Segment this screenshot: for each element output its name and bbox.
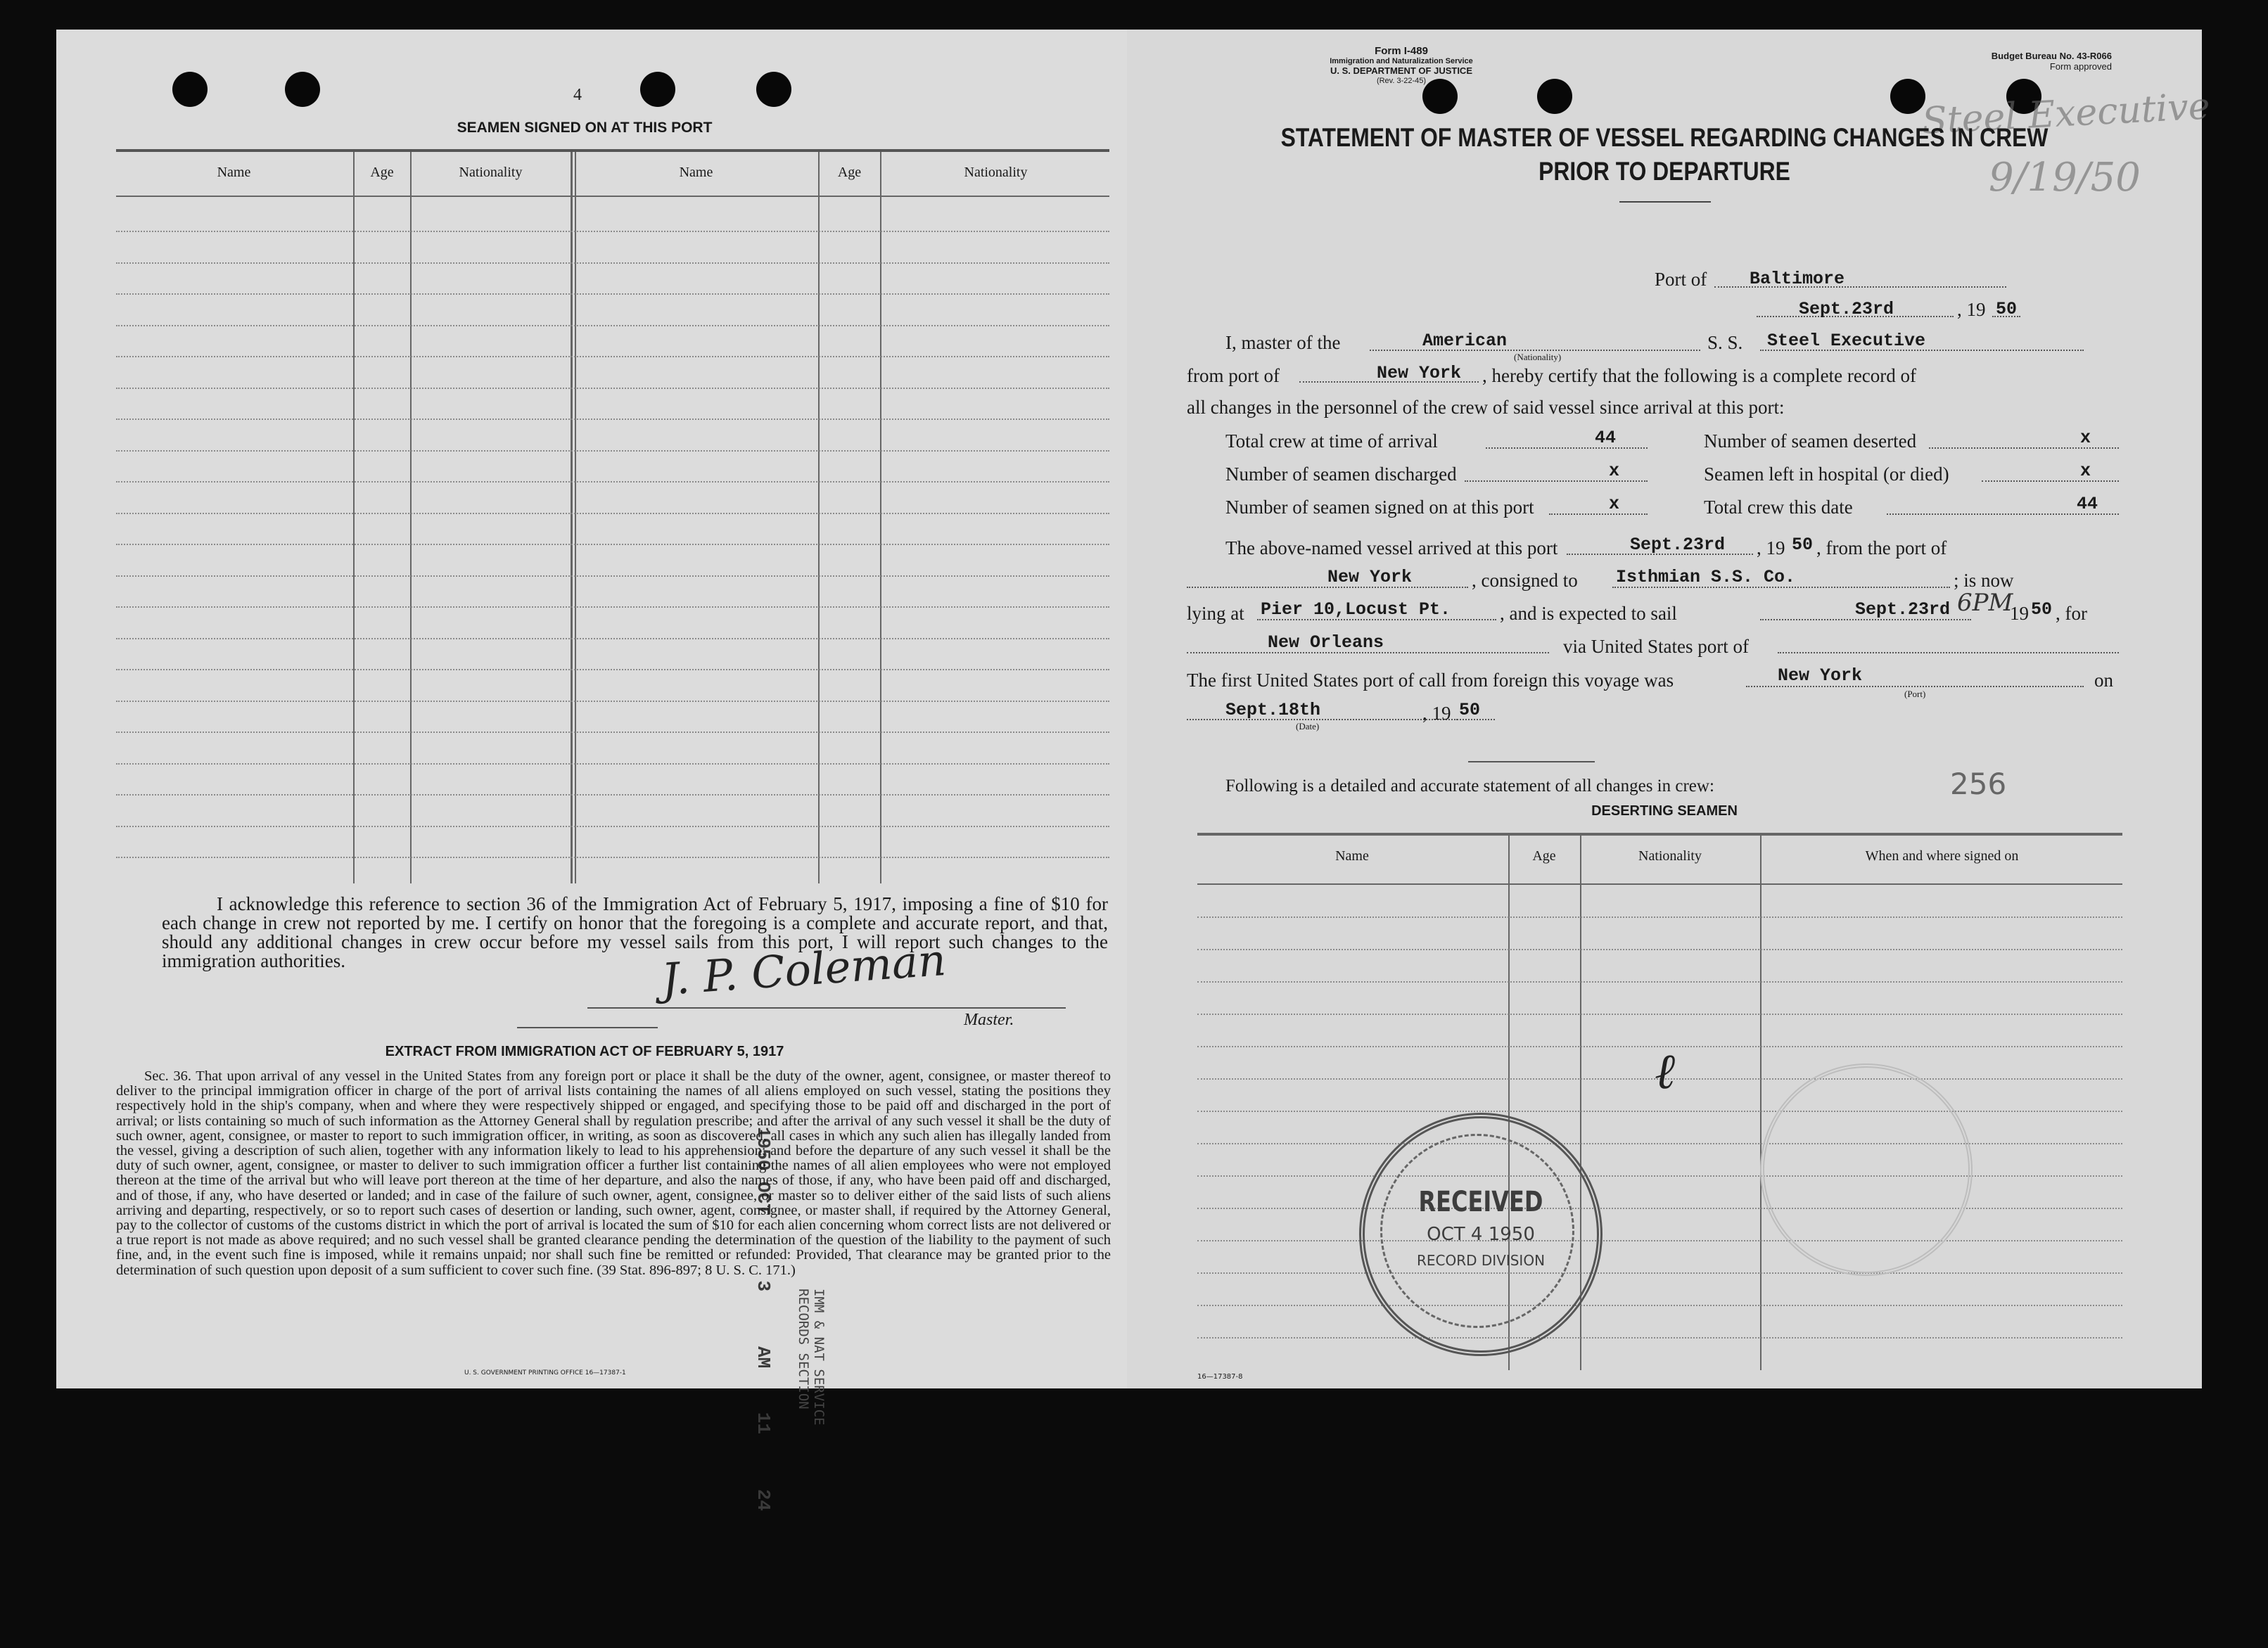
port-label: Port of — [1655, 269, 1707, 290]
table-row-line — [116, 293, 1109, 295]
from-port-label: from port of — [1187, 365, 1280, 386]
arrived-from: New York — [1327, 567, 1413, 587]
table-row-line — [116, 262, 1109, 264]
page-number: 4 — [573, 86, 582, 104]
form-approved: Form approved — [2049, 61, 2112, 72]
stat-label: Total crew at time of arrival — [1225, 430, 1438, 452]
stat-value: x — [1609, 461, 1620, 481]
handwritten-date-note: 9/19/50 — [1989, 155, 2141, 200]
punch-hole — [1890, 79, 1925, 114]
stamp-division: RECORD DIVISION — [1416, 1252, 1546, 1269]
budget-bureau — [1901, 51, 2112, 72]
stat-label: Number of seamen discharged — [1225, 464, 1457, 485]
stat-value: x — [2080, 428, 2091, 448]
from-port-value: New York — [1377, 363, 1462, 383]
title-line: PRIOR TO DEPARTURE — [1538, 157, 1790, 186]
stat-label: Seamen left in hospital (or died) — [1704, 464, 1949, 485]
title-line: STATEMENT OF MASTER OF VESSEL REGARDING CHANGES IN CREW — [1280, 123, 2049, 152]
stamp-text: AM — [753, 1346, 774, 1369]
stat-value: 44 — [2077, 494, 2098, 514]
printer-line: U. S. GOVERNMENT PRINTING OFFICE 16—17387-1 — [464, 1369, 626, 1376]
table-row-line — [1197, 1014, 2122, 1016]
table-row-line — [116, 857, 1109, 859]
stat-label: Number of seamen signed on at this port — [1225, 497, 1534, 518]
year-prefix: 19 — [1966, 299, 1986, 320]
form-title — [1202, 121, 2127, 189]
first-year: 50 — [1459, 700, 1481, 720]
extract-text: Sec. 36. That upon arrival of any vessel in the United States from any foreign port or place it shall be the duty of the owner, agent, consignee, or master thereof to deliver to the principal immigration officer in charge of the port of arrival lists containing the names of all aliens employed on such vessel, stating the positions they respectively hold in the ship's company, when and where they were respectively shipped or engaged, and specifying those to be paid off and discharged in the port of arrival; or lists containing so much of such information as the Attorney General shall by regulation prescribe; and after the arrival of any such vessel it shall be the duty of such owner, agent, consignee, or master to report to such immigration officer, in writing, as soon as discovered, all cases in which any such alien has illegally landed from the vessel, giving a description of such alien, together with any information likely to lead to his apprehension; and before the departure of any such vessel it shall be the duty of such owner, agent, consignee, or master to deliver to such immigration officer a further list containing the names of all alien employees who were not employed thereon at the time of the arrival but who will leave port thereon at the time of her departure, and also the names of those, if any, who have been paid off and discharged, and of those, if any, who have deserted or landed; and in case of the failure of such owner, agent, consignee, or master so to deliver either of the said lists of such aliens arriving and departing, respectively, or so to report such cases of desertion or landing, such owner, agent, consignee, or master shall, if required by the Attorney General, pay to the collector of customs of the customs district in which the port of arrival is located the sum of $10 for each alien concerning whom correct lists are not delivered or a true report is not made as above required; and no such vessel shall be granted clearance pending the determination of the question of the liability to the payment of such fine, and, in the event such fine is imposed, while it remains unpaid; nor shall such fine be remitted or refunded: Provided, That clearance may be granted prior to the determination of such question upon deposit of a sum sufficient to cover such fine. (39 Stat. 896-897; 8 U. S. C. 171.) — [116, 1068, 1111, 1278]
table-row-line — [116, 669, 1109, 671]
right-page: Form I-489 Immigration and Naturalization Service U. S. DEPARTMENT OF JUSTICE (Rev. 3-22-45) Budget Bureau No. 43-R066 Form approved Steel Executive 9/19/50 STATEMENT OF MASTER OF VESSEL REGARDING CHANGES IN CREW PRIOR TO DEPARTURE Port of Baltimore Sept.23rd , 19 50 I, master of the American (Nationality) S. S. Steel Executive from port of New York , hereby certify that the following is a complete record of all changes in the personnel of the crew of said vessel since arrival at this port: Total crew at time of arrival 44 Number of seamen discharged x Number of seamen signed on at this port x Number of seamen deserted x Seamen left in hospital (or died) x Total crew this date 44 The above-named vessel arrived at this port Sept.23rd , 19 50 , from the port of New York , consigned to Isthmian S.S. Co. ; is now lying at Pier 10,Locust Pt. , and is expected to sail Sept.23rd 6PM 19 50 , for New Orleans via United States port of The first United States port of call from foreign this voyage was New York (Port) on Sept.18th (Date) , 19 50 Following is a detailed and accurate statement of all changes in crew: 256 DESERTING SEAMEN Name Age Nationality When and where signed on ℓ RECEIVED OCT 4 1950 RECORD DIVISION 16—17387-8 — [1127, 30, 2202, 1388]
punch-hole — [285, 72, 320, 107]
table-row-line — [1197, 916, 2122, 919]
column-header: Age — [370, 165, 394, 180]
received-stamp — [1359, 1113, 1603, 1356]
table-row-line — [116, 231, 1109, 233]
handwritten-ship-note: Steel Executive — [1920, 85, 2211, 143]
column-header: Age — [837, 165, 862, 180]
left-page — [56, 30, 1127, 1512]
table-row-line — [1197, 1272, 2122, 1275]
stat-value: 44 — [1595, 428, 1617, 448]
department-name: U. S. DEPARTMENT OF JUSTICE — [1330, 65, 1472, 76]
first-port-label: The first United States port of call from foreign this voyage was — [1187, 670, 1674, 691]
consigned-label: , consigned to — [1472, 570, 1578, 591]
deserting-table — [1197, 833, 2122, 1370]
table-row-line — [1197, 1111, 2122, 1113]
table-row-line — [116, 513, 1109, 515]
table-row-line — [116, 544, 1109, 546]
table-row-line — [1197, 1143, 2122, 1145]
signed-on-table — [116, 149, 1109, 883]
nationality-value: American — [1422, 331, 1508, 351]
extract-title: EXTRACT FROM IMMIGRATION ACT OF FEBRUARY 5, 1917 — [385, 1044, 784, 1059]
punch-hole — [640, 72, 675, 107]
expected-label: , and is expected to sail — [1500, 603, 1677, 624]
consignee: Isthmian S.S. Co. — [1616, 567, 1796, 587]
table-row-line — [1197, 1337, 2122, 1339]
punch-hole — [172, 72, 208, 107]
stamp-received: RECEIVED — [1418, 1186, 1543, 1218]
stat-value: x — [2080, 461, 2091, 481]
deserting-title: DESERTING SEAMEN — [1591, 803, 1738, 819]
statement-year: 50 — [1996, 299, 2018, 319]
master-of-label: I, master of the — [1225, 332, 1341, 353]
column-header: Nationality — [964, 165, 1028, 180]
faint-stamp — [1760, 1063, 1973, 1276]
table-row-line — [116, 481, 1109, 483]
acknowledgement-text: I acknowledge this reference to section 36 of the Immigration Act of February 5, 1917, imposing a fine of $10 for each change in crew not reported by me. I certify on honor that the foregoing is a complete and accurate report, and that, should any additional changes in crew occur before my vessel sails from this port, I will report such changes to the immigration authorities. — [162, 893, 1108, 971]
form-number: Form I-489 — [1375, 45, 1428, 57]
column-header: Name — [217, 165, 251, 180]
table-row-line — [116, 794, 1109, 796]
revision: (Rev. 3-22-45) — [1376, 77, 1427, 85]
stamp-text: 3 — [753, 1280, 774, 1292]
table-row-line — [116, 325, 1109, 327]
table-row-line — [1197, 981, 2122, 983]
table-row-line — [116, 638, 1109, 640]
column-header: Name — [1335, 848, 1369, 864]
budget-number: Budget Bureau No. 43-R066 — [1991, 51, 2112, 61]
form-header — [1232, 46, 1570, 86]
first-date: Sept.18th — [1225, 700, 1321, 720]
column-header: Name — [679, 165, 713, 180]
master-label: Master. — [964, 1011, 1014, 1029]
certify-text: all changes in the personnel of the crew of said vessel since arrival at this port: — [1187, 397, 1785, 418]
statement-date: Sept.23rd — [1799, 299, 1894, 319]
destination: New Orleans — [1268, 632, 1384, 653]
column-header: When and where signed on — [1865, 848, 2019, 864]
handwritten-mark: ℓ — [1655, 1042, 1676, 1100]
lying-at-value: Pier 10,Locust Pt. — [1261, 599, 1451, 620]
master-signature: J. P. Coleman — [659, 933, 948, 1006]
sail-year: 50 — [2031, 599, 2053, 620]
date-caption: (Date) — [1296, 721, 1320, 732]
column-header: Nationality — [459, 165, 523, 180]
certify-text: , hereby certify that the following is a complete record of — [1482, 365, 1917, 386]
table-row-line — [116, 450, 1109, 452]
stamp-text: 1950 OCT — [753, 1127, 774, 1215]
first-port: New York — [1778, 665, 1863, 686]
arrival-date: Sept.23rd — [1630, 535, 1726, 555]
table-row-line — [1197, 1175, 2122, 1177]
table-title: SEAMEN SIGNED ON AT THIS PORT — [457, 120, 713, 136]
ss-label: S. S. — [1707, 332, 1743, 353]
sail-date: Sept.23rd — [1855, 599, 1951, 620]
nationality-caption: (Nationality) — [1514, 352, 1562, 362]
port-value: Baltimore — [1750, 269, 1845, 289]
stamp-text: 11 — [753, 1412, 774, 1434]
table-row-line — [1197, 1208, 2122, 1210]
stamp-number: 256 — [1950, 767, 2007, 801]
table-row-line — [116, 606, 1109, 608]
table-row-line — [1197, 1240, 2122, 1242]
stamp-text: 24 — [753, 1488, 774, 1512]
handwritten-sail-time: 6PM — [1957, 589, 2013, 617]
stamp-text: RECORDS SECTION — [796, 1289, 811, 1410]
table-row-line — [116, 575, 1109, 577]
stat-label: Number of seamen deserted — [1704, 430, 1917, 452]
agency-name: Immigration and Naturalization Service — [1330, 57, 1473, 65]
table-row-line — [116, 732, 1109, 734]
table-row-line — [1197, 1305, 2122, 1307]
column-header: Age — [1532, 848, 1556, 864]
stat-label: Total crew this date — [1704, 497, 1853, 518]
lying-at-label: lying at — [1187, 603, 1244, 624]
stat-value: x — [1609, 494, 1620, 514]
table-row-line — [1197, 949, 2122, 951]
following-text: Following is a detailed and accurate statement of all changes in crew: — [1225, 777, 1714, 796]
printer-line: 16—17387-8 — [1197, 1373, 1243, 1381]
punch-hole — [756, 72, 791, 107]
table-row-line — [116, 826, 1109, 828]
from-the-port-label: , from the port of — [1816, 537, 1947, 558]
on-label: on — [2094, 670, 2113, 691]
via-label: via United States port of — [1563, 636, 1749, 657]
stamp-date: OCT 4 1950 — [1427, 1224, 1535, 1245]
table-row-line — [116, 701, 1109, 703]
is-now-label: ; is now — [1954, 570, 2014, 591]
arrived-label: The above-named vessel arrived at this port — [1225, 537, 1558, 558]
ship-name: Steel Executive — [1767, 331, 1926, 351]
table-row-line — [116, 419, 1109, 421]
stamp-text: IMM & NAT SERVICE — [811, 1289, 827, 1426]
for-label: , for — [2056, 603, 2087, 624]
port-caption: (Port) — [1904, 689, 1926, 699]
table-row-line — [116, 763, 1109, 765]
arrival-year: 50 — [1792, 535, 1814, 555]
column-header: Nationality — [1638, 848, 1702, 864]
table-row-line — [116, 388, 1109, 390]
table-row-line — [116, 356, 1109, 358]
